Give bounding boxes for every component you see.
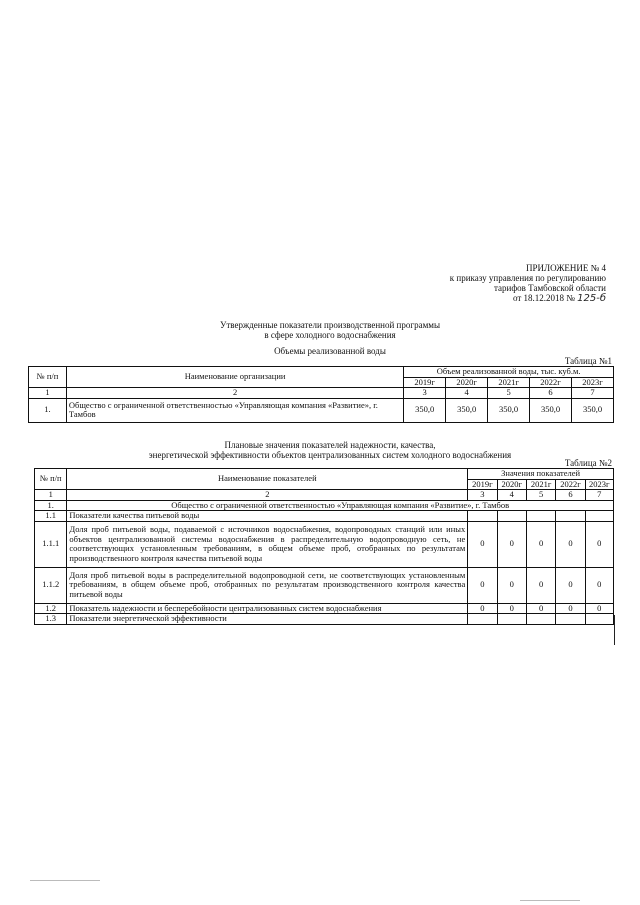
value-cell: 0 (497, 567, 526, 603)
value-cell: 0 (556, 521, 585, 567)
table2 (34, 468, 614, 625)
value-cell: 0 (497, 521, 526, 567)
value-cell: 0 (556, 603, 585, 614)
table2-index-row (35, 490, 614, 501)
index-cell: 6 (556, 490, 585, 501)
table2-year: 2022г (556, 479, 585, 490)
indicator-name: Показатели качества питьевой воды (67, 511, 468, 522)
table-row (29, 398, 614, 422)
table2-header-row (35, 469, 614, 480)
indicator-name: Доля проб питьевой воды, подаваемой с источников водоснабжения, водопроводных станций или иных объектов централизованной системы водоснабжения в распределительную водопроводную сеть, не соответствующих установленным требованиям, в общем объеме проб, отобранных по результатам производственного контроля качества питьевой воды (67, 521, 468, 567)
value-cell: 0 (526, 567, 555, 603)
table-row (35, 614, 614, 625)
table2-col-name: Наименование показателей (67, 469, 468, 490)
appendix-date (380, 293, 606, 304)
value-cell (585, 614, 613, 625)
appendix-date-prefix: от 18.12.2018 № (512, 293, 575, 303)
row-num: 1.3 (35, 614, 67, 625)
value-cell: 0 (585, 567, 613, 603)
table1-year: 2023г (572, 377, 614, 388)
row-num: 1. (29, 398, 67, 422)
main-title (170, 320, 490, 340)
scan-edge-line (614, 615, 615, 645)
index-cell: 3 (404, 388, 446, 399)
index-cell: 5 (526, 490, 555, 501)
value-cell: 0 (556, 567, 585, 603)
table2-subtitle-line1: Плановые значения показателей надежности, качества, (224, 440, 436, 450)
value-cell: 0 (526, 603, 555, 614)
value-cell (497, 614, 526, 625)
value-cell (468, 511, 497, 522)
main-title-line2: в сфере холодного водоснабжения (264, 330, 396, 340)
table-row (35, 603, 614, 614)
value-cell (556, 614, 585, 625)
table1-year: 2021г (488, 377, 530, 388)
table1-col-group: Объем реализованной воды, тыс. куб.м. (404, 367, 614, 378)
indicator-name: Показатели энергетической эффективности (67, 614, 468, 625)
scan-smudge (30, 880, 100, 881)
table-row (35, 521, 614, 567)
scan-smudge (520, 900, 580, 901)
table1-col-num: № п/п (29, 367, 67, 388)
table-row (35, 511, 614, 522)
index-cell: 4 (497, 490, 526, 501)
appendix-title: ПРИЛОЖЕНИЕ № 4 (525, 263, 606, 273)
table2-subtitle (80, 440, 580, 460)
value-cell: 0 (585, 521, 613, 567)
table1-subtitle: Объемы реализованной воды (274, 346, 386, 356)
value-cell: 0 (497, 603, 526, 614)
handwritten-order-number: 125-б (577, 293, 606, 304)
table2-year: 2020г (497, 479, 526, 490)
index-cell: 2 (66, 388, 403, 399)
appendix-line2: тарифов Тамбовской области (494, 283, 606, 293)
index-cell: 5 (488, 388, 530, 399)
value-cell: 0 (468, 603, 497, 614)
value-cell (556, 511, 585, 522)
row-num: 1.1.1 (35, 521, 67, 567)
value-cell: 0 (585, 603, 613, 614)
org-name: Общество с ограниченной ответственностью «Управляющая компания «Развитие», г. Тамбов (67, 500, 614, 511)
org-name: Общество с ограниченной ответственностью «Управляющая компания «Развитие», г. Тамбов (66, 398, 403, 422)
value-cell (468, 614, 497, 625)
table1-year: 2022г (530, 377, 572, 388)
row-num: 1. (35, 500, 67, 511)
row-num: 1.1.2 (35, 567, 67, 603)
value-cell: 0 (526, 521, 555, 567)
value-cell (497, 511, 526, 522)
index-cell: 3 (468, 490, 497, 501)
index-cell: 7 (585, 490, 613, 501)
volume-cell: 350,0 (530, 398, 572, 422)
index-cell: 1 (29, 388, 67, 399)
index-cell: 2 (67, 490, 468, 501)
table2-year: 2019г (468, 479, 497, 490)
table1-tag: Таблица №1 (564, 356, 612, 366)
index-cell: 7 (572, 388, 614, 399)
table1-year: 2020г (446, 377, 488, 388)
value-cell: 0 (468, 521, 497, 567)
appendix-line1: к приказу управления по регулированию (449, 273, 606, 283)
row-num: 1.1 (35, 511, 67, 522)
org-row (35, 500, 614, 511)
table1-col-name: Наименование организации (66, 367, 403, 388)
volume-cell: 350,0 (404, 398, 446, 422)
volume-cell: 350,0 (572, 398, 614, 422)
table2-subtitle-line2: энергетической эффективности объектов централизованных систем холодного водоснабжения (148, 450, 512, 460)
value-cell: 0 (468, 567, 497, 603)
value-cell (526, 511, 555, 522)
table2-col-group: Значения показателей (468, 469, 614, 480)
indicator-name: Доля проб питьевой воды в распределительной водопроводной сети, не соответствующих установленным требованиям, в общем объеме проб, отобранных по результатам производственного контроля качества питьевой воды (67, 567, 468, 603)
volume-cell: 350,0 (488, 398, 530, 422)
table1 (28, 366, 614, 423)
index-cell: 6 (530, 388, 572, 399)
table2-col-num: № п/п (35, 469, 67, 490)
main-title-line1: Утвержденные показатели производственной программы (219, 320, 441, 330)
index-cell: 4 (446, 388, 488, 399)
indicator-name: Показатель надежности и бесперебойности централизованных систем водоснабжения (67, 603, 468, 614)
table2-year: 2021г (526, 479, 555, 490)
table-row (35, 567, 614, 603)
row-num: 1.2 (35, 603, 67, 614)
table1-index-row (29, 388, 614, 399)
index-cell: 1 (35, 490, 67, 501)
table2-tag: Таблица №2 (564, 458, 612, 468)
table1-header-row (29, 367, 614, 378)
table2-year: 2023г (585, 479, 613, 490)
volume-cell: 350,0 (446, 398, 488, 422)
appendix-header (380, 263, 606, 304)
value-cell (585, 511, 613, 522)
table1-year: 2019г (404, 377, 446, 388)
value-cell (526, 614, 555, 625)
